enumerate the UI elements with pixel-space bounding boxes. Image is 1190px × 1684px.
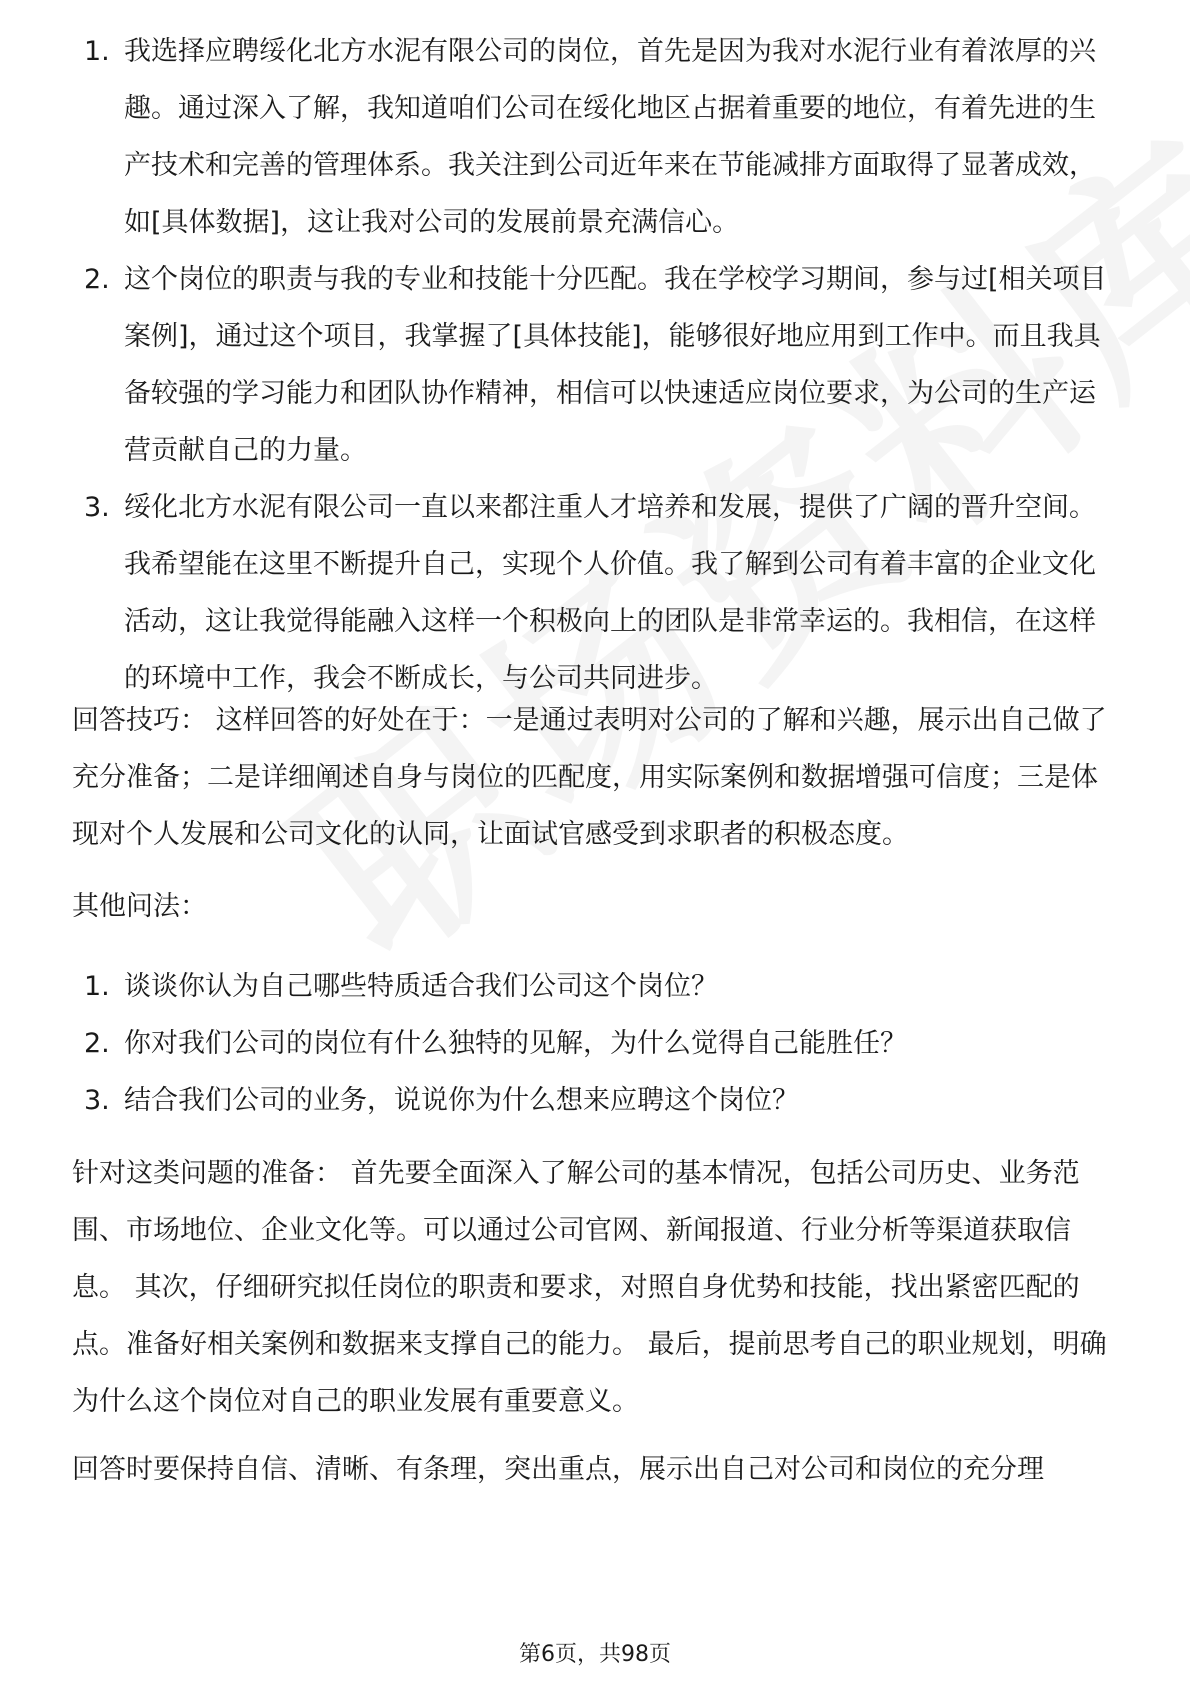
list-text: 绥化北方水泥有限公司一直以来都注重人才培养和发展，提供了广阔的晋升空间。我希望能在这里不断提升自己，实现个人价值。我了解到公司有着丰富的企业文化活动，这让我觉得能融入这样一个积极向上的团队是非常幸运的。我相信，在这样的环境中工作，我会不断成长，与公司共同进步。 — [124, 492, 1096, 694]
list-item — [72, 1072, 1122, 1129]
closing-line: 回答时要保持自信、清晰、有条理，突出重点，展示出自己对公司和岗位的充分理 — [72, 1454, 1044, 1485]
page-number: 第6页，共98页 — [519, 1642, 671, 1667]
list-number: 1. — [84, 971, 110, 1002]
other-questions-list — [72, 958, 1122, 1129]
list-text: 谈谈你认为自己哪些特质适合我们公司这个岗位？ — [124, 971, 718, 1002]
answer-list — [72, 23, 1122, 707]
other-questions-heading: 其他问法： — [72, 891, 207, 922]
preparation-paragraph: 针对这类问题的准备： 首先要全面深入了解公司的基本情况，包括公司历史、业务范围、市场地位、企业文化等。可以通过公司官网、新闻报道、行业分析等渠道获取信息。 其次，仔细研究拟任岗位的职责和要求，对照自身优势和技能，找出紧密匹配的点。准备好相关案例和数据来支撑自己的能力。 最后，提前思考自己的职业规划，明确为什么这个岗位对自己的职业发展有重要意义。 — [72, 1158, 1107, 1417]
list-item — [72, 1015, 1122, 1072]
list-text: 这个岗位的职责与我的专业和技能十分匹配。我在学校学习期间，参与过[相关项目案例]，通过这个项目，我掌握了[具体技能]，能够很好地应用到工作中。而且我具备较强的学习能力和团队协作精神，相信可以快速适应岗位要求，为公司的生产运营贡献自己的力量。 — [124, 264, 1107, 466]
list-number: 2. — [84, 264, 110, 295]
list-item — [72, 23, 1122, 251]
list-number: 3. — [84, 1085, 110, 1116]
list-text: 结合我们公司的业务，说说你为什么想来应聘这个岗位？ — [124, 1085, 799, 1116]
list-number: 2. — [84, 1028, 110, 1059]
answer-tips: 回答技巧： 这样回答的好处在于：一是通过表明对公司的了解和兴趣，展示出自己做了充分准备；二是详细阐述自身与岗位的匹配度，用实际案例和数据增强可信度；三是体现对个人发展和公司文化的认同，让面试官感受到求职者的积极态度。 — [72, 705, 1107, 850]
list-item — [72, 251, 1122, 479]
list-text: 你对我们公司的岗位有什么独特的见解，为什么觉得自己能胜任？ — [124, 1028, 907, 1059]
list-item — [72, 958, 1122, 1015]
list-number: 3. — [84, 492, 110, 523]
list-text: 我选择应聘绥化北方水泥有限公司的岗位，首先是因为我对水泥行业有着浓厚的兴趣。通过深入了解，我知道咱们公司在绥化地区占据着重要的地位，有着先进的生产技术和完善的管理体系。我关注到公司近年来在节能减排方面取得了显著成效，如[具体数据]，这让我对公司的发展前景充满信心。 — [124, 36, 1096, 238]
list-item — [72, 479, 1122, 707]
list-number: 1. — [84, 36, 110, 67]
